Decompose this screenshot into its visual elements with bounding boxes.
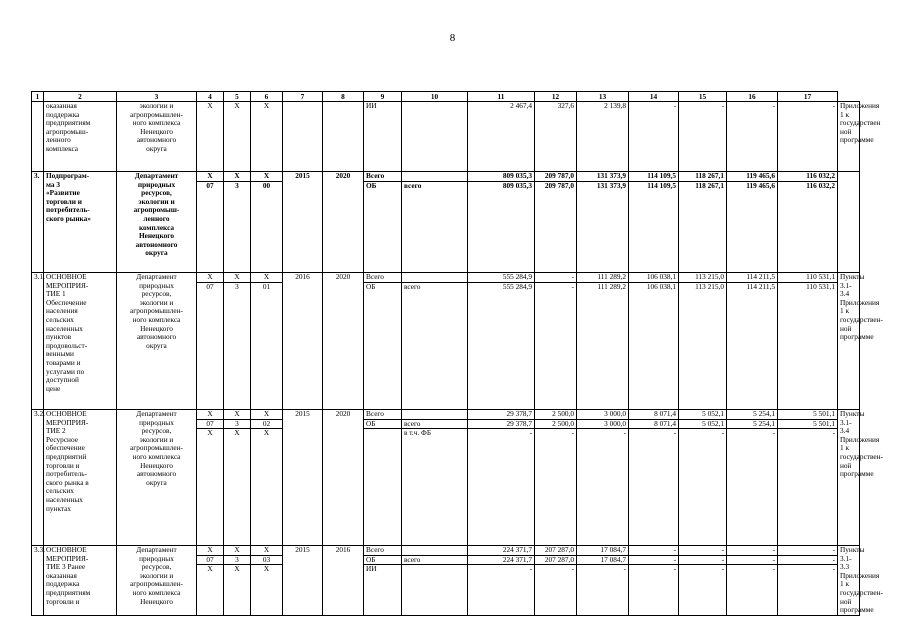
- amount-v11: [535, 410, 577, 546]
- amount-v14: [679, 172, 727, 273]
- col-header: 11: [468, 92, 535, 102]
- col-header: 13: [577, 92, 629, 102]
- amount-v13-value: 8 071,4: [629, 419, 678, 429]
- amount-v15-value: 119 465,6: [746, 171, 775, 180]
- amount-v12: [577, 102, 629, 172]
- code-c4-value: 07: [197, 282, 223, 292]
- table-row: [32, 172, 860, 273]
- amount-v11: [535, 102, 577, 172]
- amount-v15-value: 5 254,1: [753, 409, 775, 418]
- code-c5-value: Х: [234, 272, 240, 281]
- row-executor: экологии и агропромышлен- ного комплекса Ненецкого автономного округа: [117, 102, 197, 172]
- amount-v16-value: 5 501,1: [778, 419, 837, 429]
- col-header: 7: [283, 92, 323, 102]
- amount-v14: [679, 102, 727, 172]
- amount-v15: [727, 172, 778, 273]
- table-row: [32, 102, 860, 172]
- code-c5-value: Х: [234, 171, 240, 180]
- amount-v12-value: 3 000,0: [577, 419, 628, 429]
- amount-v10-value: 555 284,9: [502, 272, 532, 281]
- code-c4-value: Х: [197, 428, 223, 438]
- amount-v16-value: -: [778, 555, 837, 565]
- amount-v16: [778, 273, 838, 410]
- code-c6-value: Х: [263, 171, 270, 180]
- code-c6-value: Х: [263, 409, 270, 418]
- amount-v10-value: 809 035,3: [468, 181, 534, 191]
- amount-v14-value: -: [679, 564, 726, 574]
- code-c4: [197, 546, 224, 616]
- code-c6-value: 00: [251, 181, 282, 191]
- amount-v14-value: 118 267,1: [695, 171, 724, 180]
- amount-v15-value: -: [727, 428, 777, 438]
- code-c4-value: Х: [207, 272, 213, 281]
- amount-v14-value: 5 052,1: [679, 419, 726, 429]
- year-end: 2016: [323, 546, 364, 616]
- amount-v10-value: 224 371,7: [502, 545, 532, 554]
- funding-source-value: ОБ: [364, 282, 401, 292]
- col-header: 5: [224, 92, 251, 102]
- amount-v11-value: 207 287,0: [535, 555, 576, 565]
- funding-subtype-value: в т.ч. ФБ: [402, 428, 467, 438]
- code-c5-value: Х: [224, 564, 250, 574]
- funding-source: [364, 410, 402, 546]
- amount-v10-value: 29 378,7: [506, 409, 532, 418]
- code-c4-value: 07: [197, 555, 223, 565]
- header-row: [32, 92, 860, 102]
- year-end: 2020: [323, 172, 364, 273]
- amount-v14-value: 118 267,1: [679, 181, 726, 191]
- amount-v11: [535, 546, 577, 616]
- col-header: 9: [364, 92, 402, 102]
- col-header: 12: [535, 92, 577, 102]
- amount-v14-value: 113 215,0: [695, 272, 724, 281]
- col-header: 16: [727, 92, 778, 102]
- code-c4-value: Х: [207, 409, 213, 418]
- code-c6: [251, 546, 283, 616]
- amount-v15-value: -: [727, 564, 777, 574]
- funding-source-value: Всего: [366, 171, 385, 180]
- amount-v12-value: 111 289,2: [577, 282, 628, 292]
- year-end: [323, 102, 364, 172]
- code-c5-value: Х: [234, 101, 240, 110]
- amount-v14-value: -: [721, 101, 724, 110]
- year-start: [283, 102, 323, 172]
- amount-v11-value: -: [571, 272, 574, 281]
- amount-v14: [679, 410, 727, 546]
- code-c5: [224, 273, 251, 410]
- amount-v14-value: -: [679, 428, 726, 438]
- amount-v16-value: -: [832, 101, 835, 110]
- funding-source-value: [364, 428, 401, 438]
- row-note: Пункты 3.1-3.4 Приложения 1 к государствен- ной программе: [838, 410, 860, 546]
- table-row: [32, 410, 860, 546]
- col-header: 6: [251, 92, 283, 102]
- code-c5: [224, 102, 251, 172]
- row-name: оказанная поддержка предприятиям агропромыш- ленного комплекса: [44, 102, 117, 172]
- amount-v12-value: 131 373,9: [577, 181, 628, 191]
- amount-v16-value: 110 531,1: [806, 272, 835, 281]
- year-start: 2016: [283, 273, 323, 410]
- amount-v11: [535, 172, 577, 273]
- row-note: [838, 172, 860, 273]
- code-c5-value: Х: [234, 409, 240, 418]
- amount-v12-value: 131 373,9: [596, 171, 626, 180]
- row-executor: Департамент природных ресурсов, экологии и агропромышлен- ного комплекса Ненецкого автономного округа: [117, 410, 197, 546]
- amount-v13: [629, 172, 679, 273]
- code-c4-value: Х: [207, 171, 213, 180]
- row-executor: Департамент природных ресурсов, экологии и агропромыш- ленного комплекса Ненецкого автономного округа: [117, 172, 197, 273]
- amount-v16-value: 110 531,1: [778, 282, 837, 292]
- amount-v12-value: -: [577, 428, 628, 438]
- amount-v11-value: 207 287,0: [544, 545, 574, 554]
- code-c6-value: 02: [251, 419, 282, 429]
- code-c5: [224, 546, 251, 616]
- amount-v12-value: 17 084,7: [577, 555, 628, 565]
- funding-source: [364, 546, 402, 616]
- code-c5-value: 3: [224, 282, 250, 292]
- row-note: Пункты 3.1-3.3 Приложения 1 к государствен- ной программе: [838, 546, 860, 616]
- amount-v12-value: 111 289,2: [597, 272, 626, 281]
- amount-v13-value: -: [629, 555, 678, 565]
- amount-v16-value: -: [832, 545, 835, 554]
- funding-subtype-value: [404, 410, 465, 419]
- amount-v10-value: 224 371,7: [468, 555, 534, 565]
- funding-subtype: [402, 546, 468, 616]
- code-c4: [197, 172, 224, 273]
- row-executor: Департамент природных ресурсов, экологии и агропромышлен- ного комплекса Ненецкого: [117, 546, 197, 616]
- amount-v13-value: 114 109,5: [629, 181, 678, 191]
- amount-v13: [629, 546, 679, 616]
- amount-v15-value: -: [727, 555, 777, 565]
- table-row: [32, 546, 860, 616]
- amount-v14-value: -: [721, 545, 724, 554]
- code-c6: [251, 172, 283, 273]
- row-note: Приложения 1 к государствен ной программе: [838, 102, 860, 172]
- funding-subtype-value: [404, 172, 465, 181]
- code-c6: [251, 273, 283, 410]
- amount-v12-value: 2 139,8: [604, 101, 626, 110]
- amount-v11-value: -: [535, 564, 576, 574]
- amount-v15: [727, 410, 778, 546]
- funding-subtype-value: [404, 546, 465, 555]
- amount-v15: [727, 273, 778, 410]
- col-header: 1: [32, 92, 44, 102]
- funding-source-value: Всего: [366, 545, 384, 554]
- code-c6: [251, 410, 283, 546]
- code-c4: [197, 102, 224, 172]
- amount-v12: [577, 546, 629, 616]
- funding-subtype-value: [404, 102, 465, 111]
- amount-v15-value: -: [772, 101, 775, 110]
- code-c5: [224, 410, 251, 546]
- year-start: 2015: [283, 410, 323, 546]
- amount-v10-value: 809 035,3: [502, 171, 532, 180]
- code-c5-value: Х: [234, 545, 240, 554]
- code-c5: [224, 172, 251, 273]
- amount-v11-value: 327,6: [557, 101, 574, 110]
- funding-subtype: [402, 102, 468, 172]
- amount-v14-value: 5 052,1: [702, 409, 724, 418]
- page-number: 8: [449, 32, 456, 44]
- row-number: [32, 102, 44, 172]
- col-header: 2: [44, 92, 117, 102]
- amount-v10-value: 555 284,9: [468, 282, 534, 292]
- year-start: 2015: [283, 172, 323, 273]
- code-c6-value: Х: [263, 101, 270, 110]
- col-header: 4: [197, 92, 224, 102]
- row-name: ОСНОВНОЕ МЕРОПРИЯ- ТИЕ 3 Ранее оказанная поддержка предприятиям торговли и: [44, 546, 117, 616]
- amount-v16-value: 116 032,2: [778, 181, 837, 191]
- amount-v13-value: 106 038,1: [646, 272, 676, 281]
- row-name: Подпрограм- ма 3 «Развитие торговли и потребитель- ского рынка»: [44, 172, 117, 273]
- funding-subtype-value: всего: [402, 181, 467, 191]
- funding-subtype: [402, 410, 468, 546]
- amount-v14: [679, 546, 727, 616]
- amount-v13-value: 8 071,4: [654, 409, 676, 418]
- code-c4: [197, 410, 224, 546]
- col-header: 14: [629, 92, 679, 102]
- funding-subtype-value: [402, 564, 467, 574]
- code-c6-value: Х: [251, 428, 282, 438]
- amount-v14: [679, 273, 727, 410]
- amount-v12: [577, 172, 629, 273]
- funding-subtype-value: всего: [402, 419, 467, 429]
- col-header: 3: [117, 92, 197, 102]
- funding-source-value: Всего: [366, 409, 384, 418]
- amount-v15-value: 5 254,1: [727, 419, 777, 429]
- amount-v13-value: 106 038,1: [629, 282, 678, 292]
- program-table: [31, 91, 883, 616]
- code-c6-value: Х: [263, 545, 270, 554]
- code-c6-value: 01: [251, 282, 282, 292]
- amount-v10: [468, 410, 535, 546]
- amount-v11: [535, 273, 577, 410]
- funding-subtype: [402, 172, 468, 273]
- amount-v15: [727, 102, 778, 172]
- col-header: 10: [402, 92, 468, 102]
- table-row: [32, 273, 860, 410]
- code-c5-value: 3: [224, 555, 250, 565]
- code-c6-value: Х: [251, 564, 282, 574]
- amount-v12-value: 17 084,7: [600, 545, 626, 554]
- amount-v11-value: 209 787,0: [535, 181, 576, 191]
- amount-v15-value: -: [772, 545, 775, 554]
- amount-v13-value: -: [629, 428, 678, 438]
- funding-source-value: Всего: [366, 272, 384, 281]
- amount-v10: [468, 102, 535, 172]
- amount-v16: [778, 546, 838, 616]
- amount-v13: [629, 410, 679, 546]
- amount-v13-value: -: [629, 564, 678, 574]
- funding-source-value: ОБ: [364, 555, 401, 565]
- amount-v15: [727, 546, 778, 616]
- amount-v15-value: 114 211,5: [727, 282, 777, 292]
- year-start: 2015: [283, 546, 323, 616]
- amount-v13: [629, 273, 679, 410]
- amount-v11-value: 209 787,0: [544, 171, 574, 180]
- amount-v12-value: -: [577, 564, 628, 574]
- funding-source-value: ОБ: [364, 181, 401, 191]
- row-number: 3.1.: [32, 273, 44, 410]
- amount-v10: [468, 546, 535, 616]
- code-c4-value: 07: [197, 419, 223, 429]
- code-c6-value: Х: [263, 272, 270, 281]
- code-c6: [251, 102, 283, 172]
- funding-source-value: ИИ: [364, 564, 401, 574]
- code-c5-value: 3: [224, 181, 250, 191]
- amount-v15-value: 119 465,6: [727, 181, 777, 191]
- amount-v15-value: 114 211,5: [746, 272, 775, 281]
- row-name: ОСНОВНОЕ МЕРОПРИЯ- ТИЕ 1 Обеспечение населения сельских населенных пунктов продовольст- венными товарами и услугами по доступной цене: [44, 273, 117, 410]
- code-c5-value: 3: [224, 419, 250, 429]
- funding-source: [364, 273, 402, 410]
- row-number: 3.3.: [32, 546, 44, 616]
- amount-v11-value: 2 500,0: [535, 419, 576, 429]
- amount-v12: [577, 273, 629, 410]
- amount-v16-value: -: [778, 428, 837, 438]
- amount-v12-value: 3 000,0: [604, 409, 626, 418]
- funding-source-value: ИИ: [366, 101, 377, 110]
- funding-source-value: ОБ: [364, 419, 401, 429]
- col-header: 15: [679, 92, 727, 102]
- amount-v16: [778, 102, 838, 172]
- year-end: 2020: [323, 410, 364, 546]
- funding-subtype-value: [404, 273, 465, 282]
- amount-v16-value: -: [778, 564, 837, 574]
- funding-subtype-value: всего: [402, 282, 467, 292]
- amount-v10-value: 2 467,4: [510, 101, 532, 110]
- code-c4-value: Х: [197, 564, 223, 574]
- amount-v10: [468, 172, 535, 273]
- code-c5-value: Х: [224, 428, 250, 438]
- code-c4: [197, 273, 224, 410]
- amount-v16-value: 5 501,1: [813, 409, 835, 418]
- amount-v12: [577, 410, 629, 546]
- amount-v13: [629, 102, 679, 172]
- col-header: 8: [323, 92, 364, 102]
- funding-subtype: [402, 273, 468, 410]
- funding-source: [364, 172, 402, 273]
- amount-v16: [778, 410, 838, 546]
- amount-v13-value: -: [673, 545, 676, 554]
- code-c4-value: Х: [207, 545, 213, 554]
- amount-v10: [468, 273, 535, 410]
- amount-v13-value: -: [673, 101, 676, 110]
- row-name: ОСНОВНОЕ МЕРОПРИЯ- ТИЕ 2 Ресурсное обеспечение предприятий торговли и потребитель- ского рынка в сельских населенных пунктах: [44, 410, 117, 546]
- amount-v10-value: -: [468, 564, 534, 574]
- funding-subtype-value: всего: [402, 555, 467, 565]
- amount-v11-value: -: [535, 282, 576, 292]
- row-note: Пункты 3.1-3.4 Приложения 1 к государствен- ной программе: [838, 273, 860, 410]
- row-number: 3.: [32, 172, 44, 273]
- year-end: 2020: [323, 273, 364, 410]
- amount-v16-value: 116 032,2: [806, 171, 835, 180]
- amount-v14-value: -: [679, 555, 726, 565]
- code-c6-value: 03: [251, 555, 282, 565]
- row-executor: Департамент природных ресурсов, экологии и агропромышлен- ного комплекса Ненецкого автономного округа: [117, 273, 197, 410]
- code-c4-value: 07: [197, 181, 223, 191]
- amount-v13-value: 114 109,5: [647, 171, 676, 180]
- code-c4-value: Х: [207, 101, 213, 110]
- amount-v11-value: -: [535, 428, 576, 438]
- funding-source: [364, 102, 402, 172]
- row-number: 3.2.: [32, 410, 44, 546]
- amount-v10-value: -: [468, 428, 534, 438]
- col-header: 17: [778, 92, 838, 102]
- amount-v14-value: 113 215,0: [679, 282, 726, 292]
- amount-v16: [778, 172, 838, 273]
- amount-v10-value: 29 378,7: [468, 419, 534, 429]
- amount-v11-value: 2 500,0: [552, 409, 574, 418]
